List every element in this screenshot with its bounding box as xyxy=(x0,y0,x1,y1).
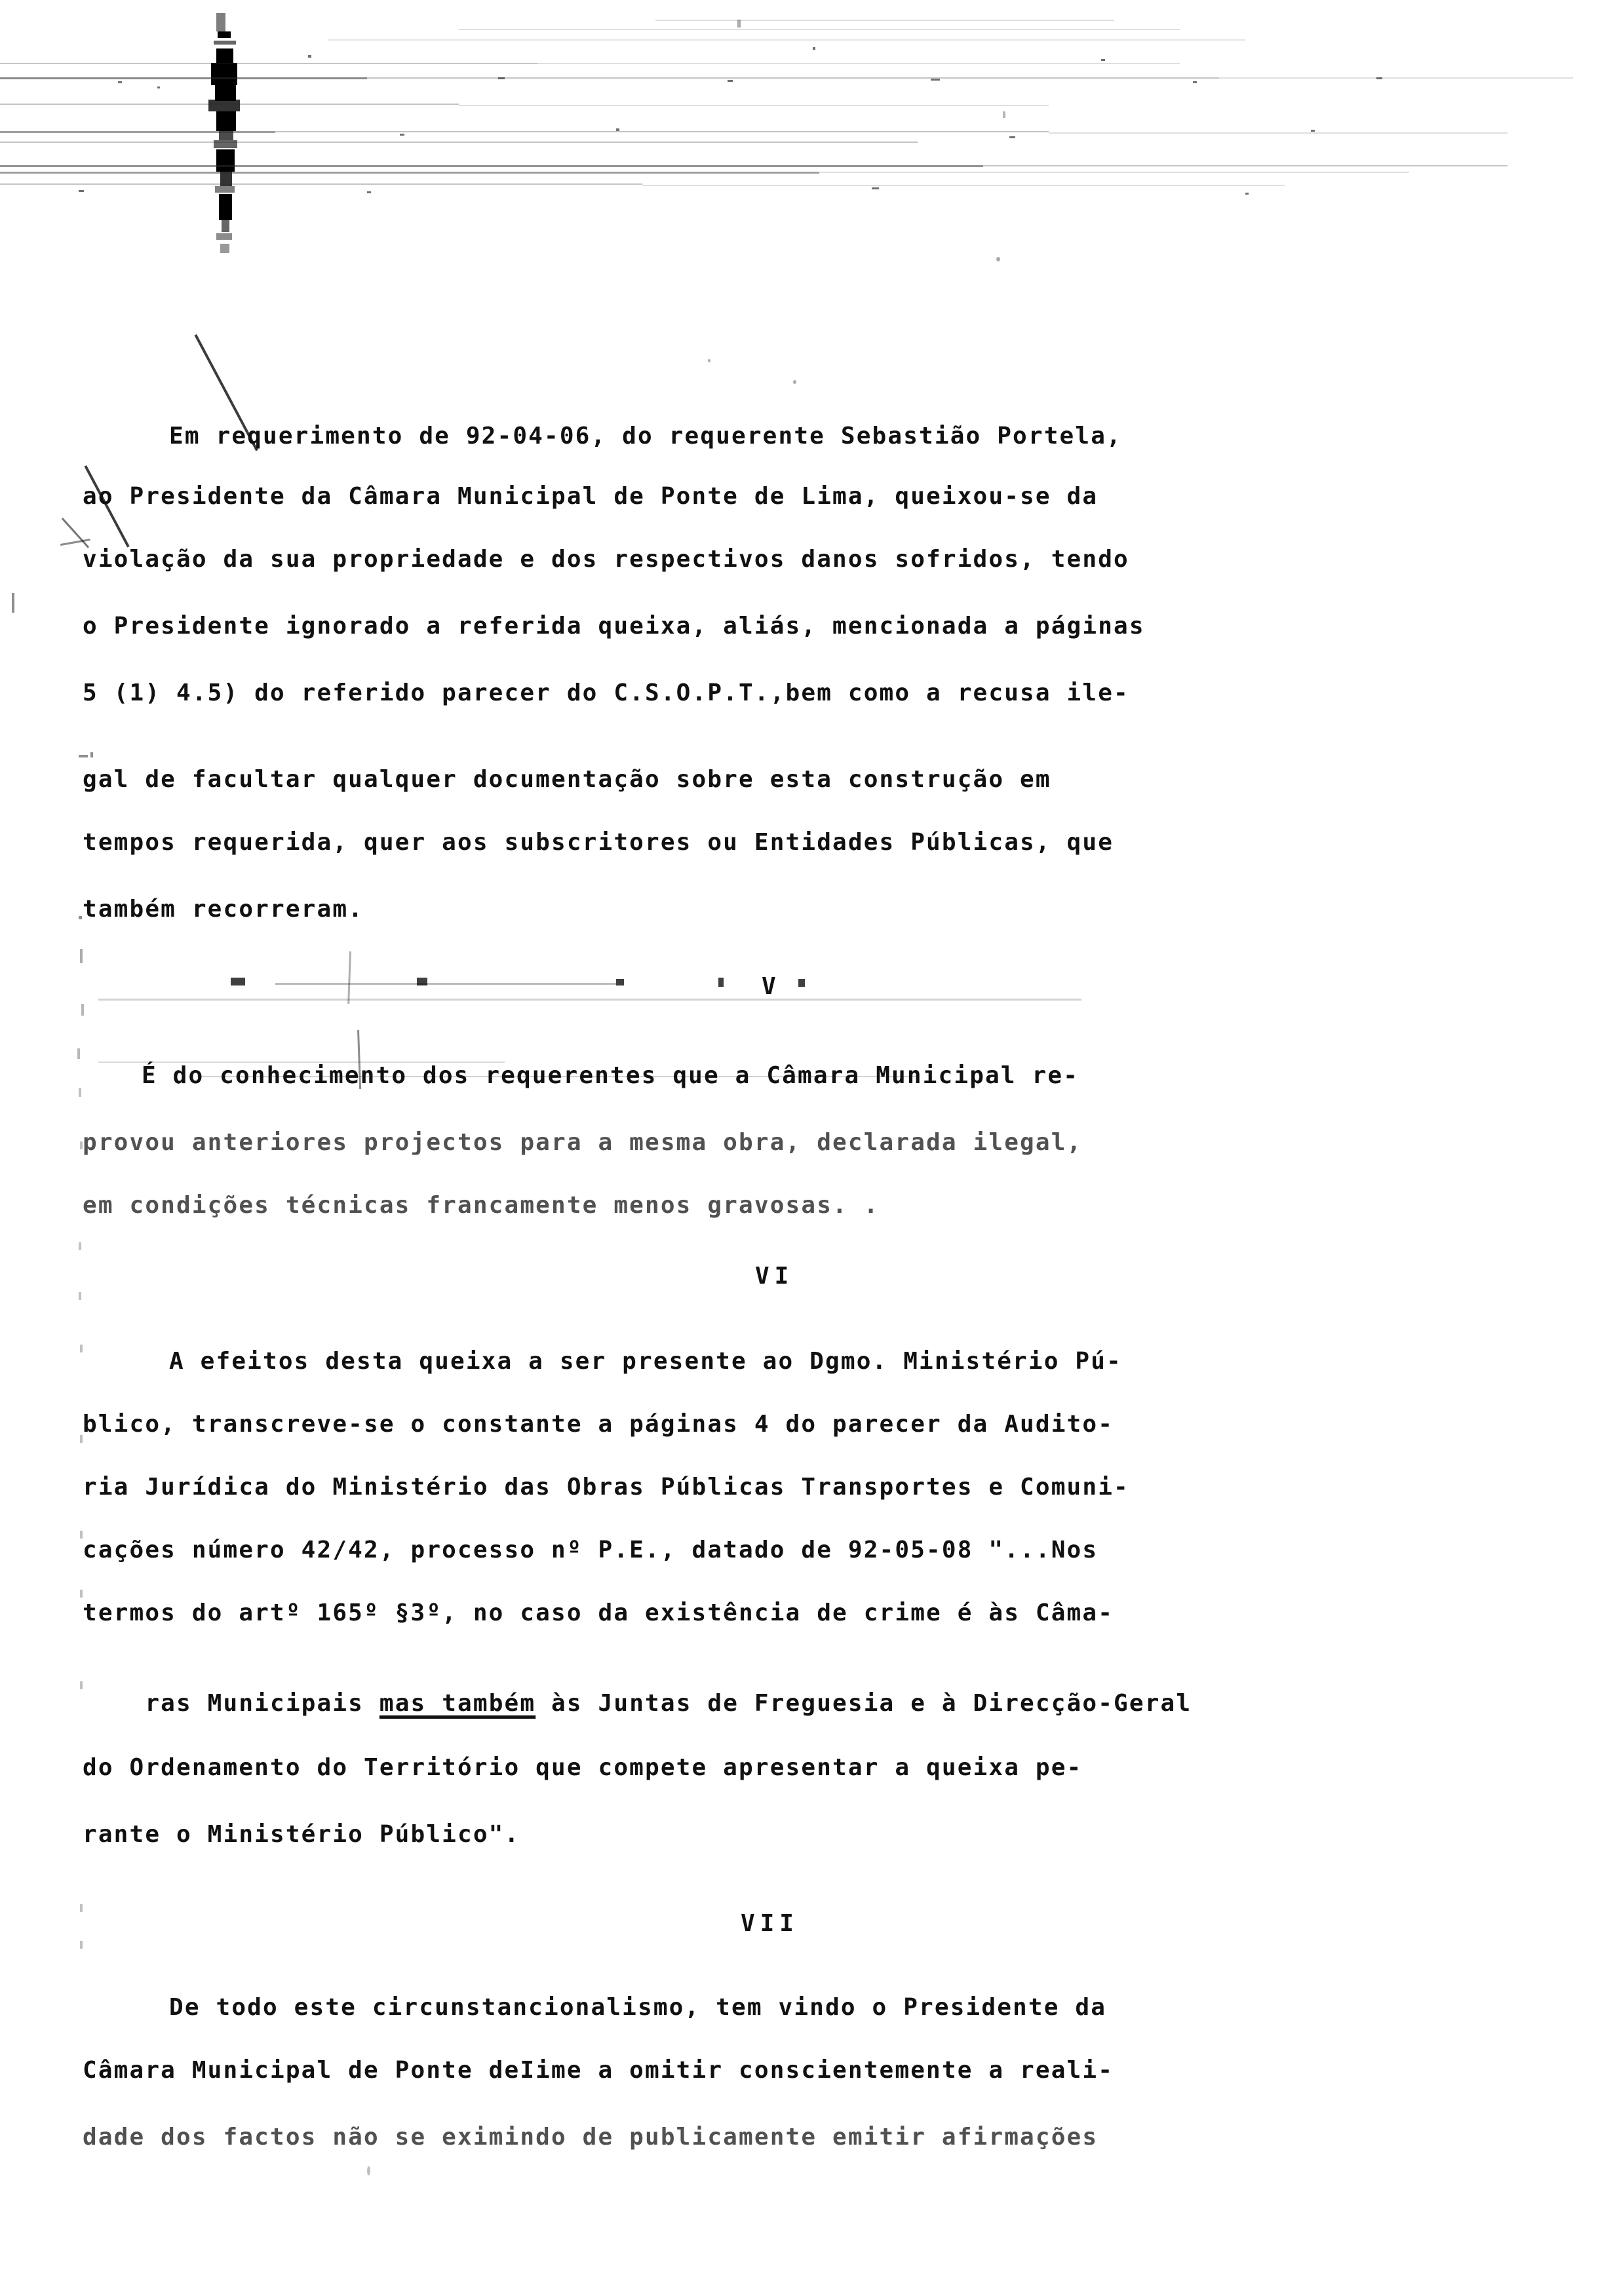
paragraph-line: ao Presidente da Câmara Municipal de Ponte de Lima, queixou-se da xyxy=(83,483,1099,510)
paragraph-line: em condições técnicas francamente menos gravosas. . xyxy=(83,1192,880,1219)
paragraph-line: cações número 42/42, processo nº P.E., datado de 92-05-08 "...Nos xyxy=(83,1537,1099,1563)
paragraph-line: rante o Ministério Público". xyxy=(83,1821,520,1848)
paragraph-line: também recorreram. xyxy=(83,896,364,923)
margin-mark xyxy=(90,752,93,757)
margin-mark xyxy=(77,1048,80,1059)
margin-mark xyxy=(79,1088,81,1097)
margin-mark xyxy=(80,1345,83,1352)
scan-speck xyxy=(708,359,710,362)
scan-speck xyxy=(996,257,1000,261)
paragraph-line: tempos requerida, quer aos subscritores ou Entidades Públicas, que xyxy=(83,829,1114,856)
margin-mark xyxy=(80,1941,83,1949)
scan-artifact-line xyxy=(98,999,1081,1001)
paragraph-line: do Ordenamento do Território que compete apresentar a queixa pe- xyxy=(83,1754,1083,1781)
paragraph-line: Câmara Municipal de Ponte deIime a omitir conscientemente a reali- xyxy=(83,2057,1114,2084)
paragraph-line-with-underline xyxy=(83,1668,1192,1739)
scan-blot xyxy=(718,978,724,987)
margin-mark xyxy=(80,949,83,963)
scan-noise-band xyxy=(0,0,1615,275)
paragraph-line: É do conhecimento dos requerentes que a Câmara Municipal re- xyxy=(142,1062,1080,1089)
paragraph-line: 5 (1) 4.5) do referido parecer do C.S.O.P.T.,bem como a recusa ile- xyxy=(83,679,1129,706)
paragraph-line: ria Jurídica do Ministério das Obras Públicas Transportes e Comuni- xyxy=(83,1474,1129,1501)
scan-speck xyxy=(793,380,796,384)
margin-mark xyxy=(81,1004,84,1016)
paragraph-line: dade dos factos não se eximindo de publicamente emitir afirmações xyxy=(83,2124,1099,2151)
scan-artifact-dashes xyxy=(275,983,616,985)
underlined-phrase: mas também xyxy=(379,1690,536,1717)
scan-blot xyxy=(231,978,245,985)
paragraph-line: violação da sua propriedade e dos respectivos danos sofridos, tendo xyxy=(83,546,1129,573)
paragraph-line: De todo este circunstancionalismo, tem vindo o Presidente da xyxy=(169,1994,1107,2021)
scan-blot xyxy=(798,979,805,987)
paragraph-line: o Presidente ignorado a referida queixa, aliás, mencionada a páginas xyxy=(83,613,1145,640)
section-marker-v: V xyxy=(762,973,781,1000)
section-marker-vi: VI xyxy=(755,1263,794,1290)
margin-mark xyxy=(79,1292,81,1300)
paragraph-line: provou anteriores projectos para a mesma obra, declarada ilegal, xyxy=(83,1129,1083,1156)
line-suffix: às Juntas de Freguesia e à Direcção-Geral xyxy=(535,1690,1192,1717)
paragraph-line: blico, transcreve-se o constante a páginas 4 do parecer da Audito- xyxy=(83,1411,1114,1438)
margin-mark xyxy=(79,1242,81,1250)
margin-mark xyxy=(79,916,82,919)
paragraph-line: termos do artº 165º §3º, no caso da existência de crime é às Câma- xyxy=(83,1599,1114,1626)
paragraph-line: Em requerimento de 92-04-06, do requerente Sebastião Portela, xyxy=(169,423,1122,450)
paragraph-line: gal de facultar qualquer documentação sobre esta construção em xyxy=(83,766,1051,793)
margin-mark xyxy=(80,1904,83,1912)
section-marker-vii: VII xyxy=(741,1910,799,1937)
scan-blot xyxy=(417,978,427,985)
margin-mark xyxy=(80,1590,83,1598)
paragraph-line: A efeitos desta queixa a ser presente ao Dgmo. Ministério Pú- xyxy=(169,1348,1122,1375)
margin-mark xyxy=(79,755,88,757)
scan-speck xyxy=(367,2166,370,2175)
line-prefix: ras Municipais xyxy=(145,1690,379,1717)
pen-stroke-section-v-2 xyxy=(347,951,351,1004)
margin-mark xyxy=(12,593,14,613)
scan-blot xyxy=(616,979,624,985)
